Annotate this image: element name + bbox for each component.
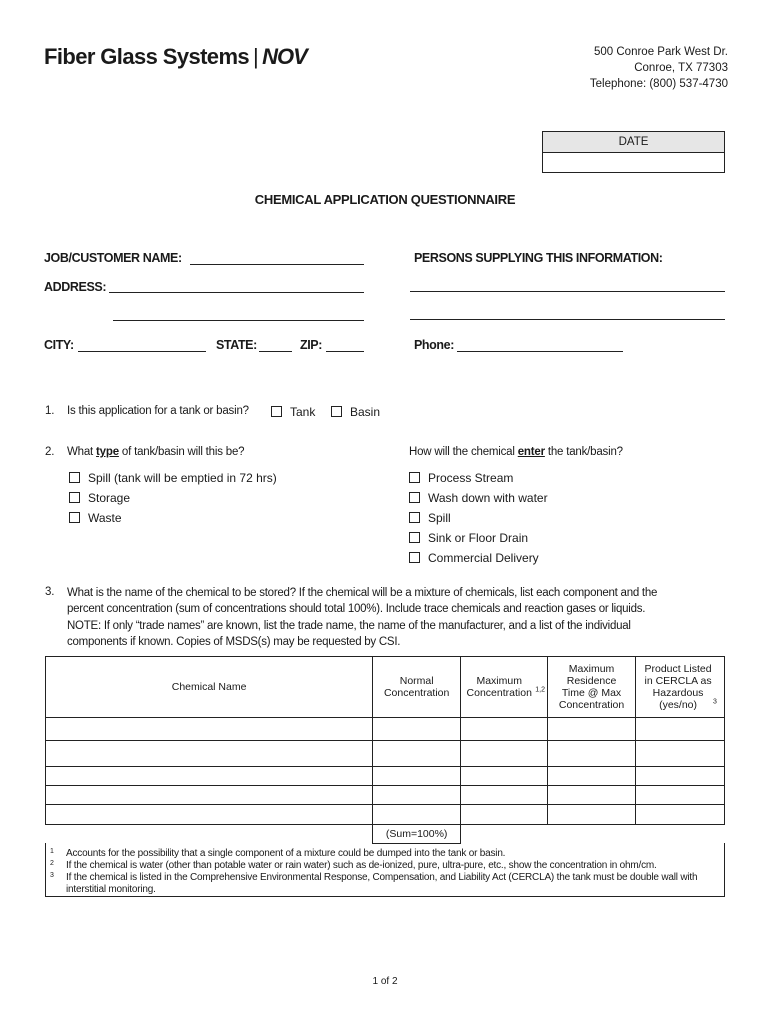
table-cell[interactable] xyxy=(548,805,636,825)
table-cell[interactable] xyxy=(636,767,725,786)
address-telephone: Telephone: (800) 537-4730 xyxy=(589,78,728,90)
table-sum-row xyxy=(46,825,725,844)
table-cell[interactable] xyxy=(373,767,461,786)
footnote-1-text: Accounts for the possibility that a single component of a mixture could be dumped into the tank or basin. xyxy=(66,848,506,859)
persons-field-line-1[interactable] xyxy=(410,291,725,292)
option-label: Waste xyxy=(88,511,122,525)
col-residence-label: Maximum Residence Time @ Max Concentration xyxy=(558,663,625,711)
enter-option-process-stream[interactable] xyxy=(409,471,513,485)
q2-text-part: What xyxy=(67,446,97,458)
checkbox[interactable] xyxy=(409,492,420,503)
table-cell[interactable] xyxy=(461,718,548,741)
persons-label: PERSONS SUPPLYING THIS INFORMATION: xyxy=(414,251,663,265)
city-label: CITY: xyxy=(44,338,74,352)
option-label: Storage xyxy=(88,491,131,505)
table-row xyxy=(46,741,725,767)
option-label: Sink or Floor Drain xyxy=(428,531,529,545)
col-maximum-concentration xyxy=(461,657,548,718)
table-cell[interactable] xyxy=(548,767,636,786)
address-field-line-1[interactable] xyxy=(109,292,364,293)
checkbox[interactable] xyxy=(409,552,420,563)
chemical-table xyxy=(45,656,725,844)
table-cell[interactable] xyxy=(46,718,373,741)
option-label: Wash down with water xyxy=(428,491,548,505)
sum-spacer xyxy=(46,825,373,844)
zip-field[interactable] xyxy=(326,351,364,352)
q1-option-tank[interactable] xyxy=(271,405,315,419)
table-row xyxy=(46,718,725,741)
col-cercla-label: Product Listed in CERCLA as Hazardous (yes/no) xyxy=(644,663,712,711)
table-row xyxy=(46,786,725,805)
table-cell[interactable] xyxy=(461,786,548,805)
phone-field[interactable] xyxy=(457,351,623,352)
q3-number: 3. xyxy=(45,586,55,598)
table-cell[interactable] xyxy=(461,767,548,786)
table-cell[interactable] xyxy=(548,718,636,741)
address-line-1: 500 Conroe Park West Dr. xyxy=(593,46,728,58)
checkbox[interactable] xyxy=(331,406,342,417)
address-field-line-2[interactable] xyxy=(113,320,364,321)
footnote-1-mark: 1 xyxy=(50,848,54,855)
enter-option-spill[interactable] xyxy=(409,511,451,525)
sum-spacer xyxy=(461,825,548,844)
page-title: CHEMICAL APPLICATION QUESTIONNAIRE xyxy=(254,192,516,207)
q2-option-waste[interactable] xyxy=(69,511,122,525)
col-max-residence-time xyxy=(548,657,636,718)
q2-enter-text-part: How will the chemical xyxy=(409,446,518,458)
logo-brand: NOV xyxy=(262,44,307,69)
sum-spacer xyxy=(548,825,636,844)
q1-option-basin[interactable] xyxy=(331,405,380,419)
company-logo xyxy=(44,44,307,70)
table-cell[interactable] xyxy=(46,741,373,767)
logo-text: Fiber Glass Systems xyxy=(44,44,250,69)
col-cercla-footnote: 3 xyxy=(713,698,717,706)
date-field[interactable] xyxy=(543,153,724,174)
page-number: 1 of 2 xyxy=(372,976,398,987)
q3-note-line: components if known. Copies of MSDS(s) may be requested by CSI. xyxy=(67,636,401,648)
checkbox[interactable] xyxy=(409,512,420,523)
q2-number: 2. xyxy=(45,446,55,458)
q3-note-line: NOTE: If only “trade names” are known, list the trade name, the name of the manufacturer, and a list of the individual xyxy=(67,620,631,632)
enter-option-commercial-delivery[interactable] xyxy=(409,551,539,565)
table-cell[interactable] xyxy=(373,718,461,741)
q1-text: Is this application for a tank or basin? xyxy=(67,405,249,417)
sum-label: (Sum=100%) xyxy=(373,825,461,844)
q2-option-spill-tank[interactable] xyxy=(69,471,277,485)
q2-enter-text-emphasis: enter xyxy=(517,446,545,458)
table-cell[interactable] xyxy=(461,805,548,825)
checkbox[interactable] xyxy=(69,472,80,483)
col-cercla-listed xyxy=(636,657,725,718)
zip-label: ZIP: xyxy=(300,338,323,352)
table-cell[interactable] xyxy=(46,786,373,805)
job-customer-field[interactable] xyxy=(190,264,364,265)
col-normal-concentration xyxy=(373,657,461,718)
table-cell[interactable] xyxy=(636,786,725,805)
table-cell[interactable] xyxy=(636,805,725,825)
option-label: Tank xyxy=(290,405,316,419)
enter-option-sink-floor-drain[interactable] xyxy=(409,531,528,545)
option-label: Basin xyxy=(350,405,381,419)
q2-text-emphasis: type xyxy=(96,446,119,458)
q3-text-line: percent concentration (sum of concentrations should total 100%). Include trace chemicals and reaction gases or liquids. xyxy=(67,603,646,615)
table-cell[interactable] xyxy=(636,718,725,741)
option-label: Spill (tank will be emptied in 72 hrs) xyxy=(88,471,277,485)
footnote-2-text: If the chemical is water (other than potable water or rain water) such as de-ionized, pure, ultra-pure, etc., show the concentration in ohm/cm. xyxy=(66,860,657,871)
table-cell[interactable] xyxy=(548,741,636,767)
address-label: ADDRESS: xyxy=(44,280,107,294)
job-customer-label: JOB/CUSTOMER NAME: xyxy=(44,251,182,265)
checkbox[interactable] xyxy=(409,472,420,483)
option-label: Spill xyxy=(428,511,451,525)
checkbox[interactable] xyxy=(69,512,80,523)
table-cell[interactable] xyxy=(636,741,725,767)
q2-text-part: of tank/basin will this be? xyxy=(118,446,245,458)
table-cell[interactable] xyxy=(548,786,636,805)
date-box xyxy=(542,131,725,173)
date-label: DATE xyxy=(543,132,724,153)
footnotes-box xyxy=(45,843,725,897)
state-field[interactable] xyxy=(259,351,292,352)
table-row xyxy=(46,805,725,825)
state-label: STATE: xyxy=(216,338,257,352)
q3-text xyxy=(67,585,727,617)
q1-number: 1. xyxy=(45,405,55,417)
col-max-footnote: 1,2 xyxy=(535,686,545,694)
footnote-2-mark: 2 xyxy=(50,860,54,867)
col-normal-label: Normal Concentration xyxy=(383,675,450,699)
col-chemical-name: Chemical Name xyxy=(46,657,373,718)
city-field[interactable] xyxy=(78,351,206,352)
address-line-2: Conroe, TX 77303 xyxy=(634,62,728,74)
table-cell[interactable] xyxy=(373,741,461,767)
table-cell[interactable] xyxy=(461,741,548,767)
table-row xyxy=(46,767,725,786)
table-header-row xyxy=(46,657,725,718)
q2-option-storage[interactable] xyxy=(69,491,130,505)
col-max-label: Maximum Concentration xyxy=(466,675,532,699)
company-address xyxy=(590,44,728,92)
footnote-3-mark: 3 xyxy=(50,872,54,879)
table-cell[interactable] xyxy=(373,805,461,825)
table-cell[interactable] xyxy=(46,805,373,825)
enter-option-wash-down[interactable] xyxy=(409,491,548,505)
persons-field-line-2[interactable] xyxy=(410,319,725,320)
q3-note xyxy=(67,618,727,650)
checkbox[interactable] xyxy=(69,492,80,503)
option-label: Commercial Delivery xyxy=(428,551,539,565)
q3-text-line: What is the name of the chemical to be stored? If the chemical will be a mixture of chemicals, list each component and the xyxy=(67,587,658,599)
option-label: Process Stream xyxy=(428,471,514,485)
checkbox[interactable] xyxy=(271,406,282,417)
table-cell[interactable] xyxy=(373,786,461,805)
phone-label: Phone: xyxy=(414,338,454,352)
q2-enter-text xyxy=(409,446,623,458)
footnote-3-text: If the chemical is listed in the Comprehensive Environmental Response, Compensation, and Liability Act (CERCLA) the tank must be double wall with interstitial monitoring. xyxy=(66,872,698,895)
q2-text xyxy=(67,446,244,458)
checkbox[interactable] xyxy=(409,532,420,543)
sum-spacer xyxy=(636,825,725,844)
q2-enter-text-part: the tank/basin? xyxy=(544,446,623,458)
logo-separator: | xyxy=(253,44,259,69)
table-cell[interactable] xyxy=(46,767,373,786)
